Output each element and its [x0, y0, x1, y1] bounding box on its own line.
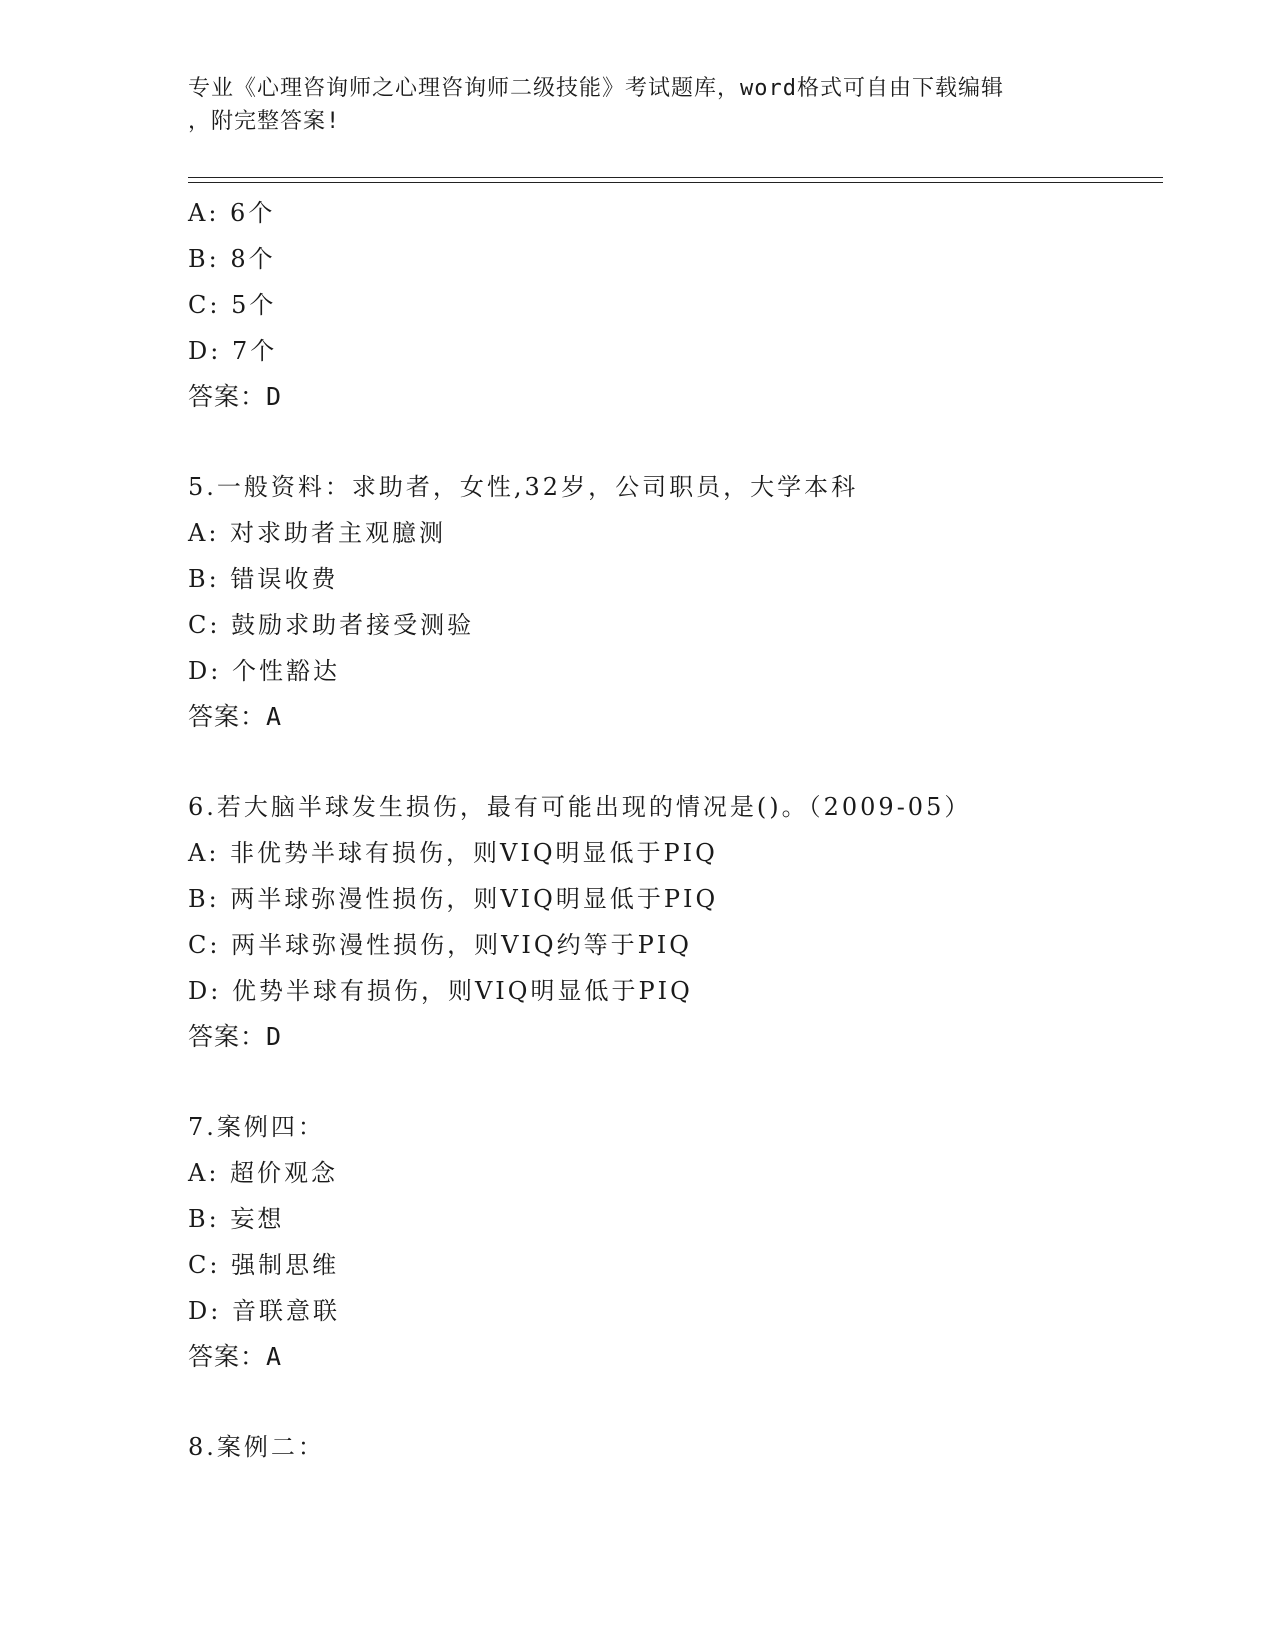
option-a: A: 对求助者主观臆测 — [188, 519, 447, 547]
header-line-1: 专业《心理咨询师之心理咨询师二级技能》考试题库，word格式可自由下载编辑 — [188, 76, 1004, 101]
question-list — [188, 190, 1148, 1470]
document-header — [188, 72, 1088, 138]
question-6 — [188, 784, 1148, 1060]
option-d: D: 个性豁达 — [188, 657, 340, 685]
question-stem: 8.案例二： — [188, 1433, 325, 1461]
question-4 — [188, 190, 1148, 420]
option-d: D: 音联意联 — [188, 1297, 340, 1325]
option-b: B: 妄想 — [188, 1205, 285, 1233]
answer-line: 答案：A — [188, 1342, 283, 1371]
option-b: B: 8个 — [188, 245, 276, 273]
option-d: D: 7个 — [188, 337, 278, 365]
question-stem: 5.一般资料：求助者，女性,32岁，公司职员，大学本科 — [188, 473, 859, 501]
option-a: A: 超价观念 — [188, 1159, 339, 1187]
question-stem: 7.案例四： — [188, 1113, 325, 1141]
question-7 — [188, 1104, 1148, 1380]
option-a: A: 非优势半球有损伤，则VIQ明显低于PIQ — [188, 839, 718, 867]
option-d: D: 优势半球有损伤，则VIQ明显低于PIQ — [188, 977, 693, 1005]
option-c: C: 鼓励求助者接受测验 — [188, 611, 475, 639]
question-8 — [188, 1424, 1148, 1470]
answer-line: 答案：A — [188, 702, 283, 731]
option-b: B: 两半球弥漫性损伤，则VIQ明显低于PIQ — [188, 885, 719, 913]
question-5 — [188, 464, 1148, 740]
option-b: B: 错误收费 — [188, 565, 339, 593]
header-line-2: ，附完整答案! — [188, 109, 341, 134]
header-rule-top — [188, 177, 1163, 178]
option-c: C: 两半球弥漫性损伤，则VIQ约等于PIQ — [188, 931, 692, 959]
question-stem: 6.若大脑半球发生损伤，最有可能出现的情况是()。（2009-05） — [188, 793, 972, 821]
option-c: C: 5个 — [188, 291, 277, 319]
header-rule-bottom — [188, 182, 1163, 183]
answer-line: 答案：D — [188, 382, 283, 411]
answer-line: 答案：D — [188, 1022, 283, 1051]
option-a: A: 6个 — [188, 199, 276, 227]
option-c: C: 强制思维 — [188, 1251, 340, 1279]
